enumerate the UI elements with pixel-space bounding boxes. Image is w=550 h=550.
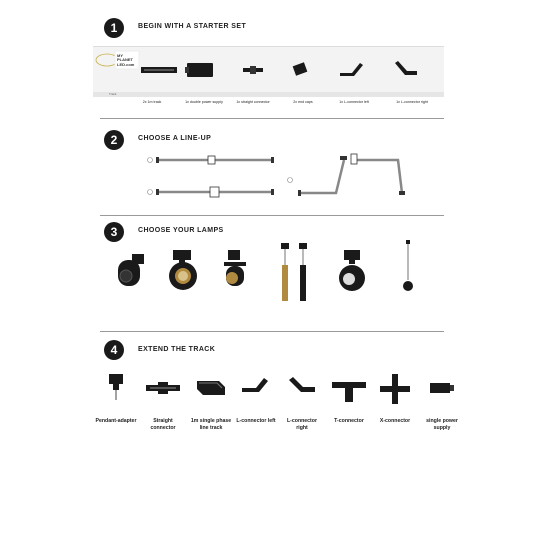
- extend-item-label: T-connector: [334, 418, 364, 424]
- starter-item-label: 1x double power supply: [185, 100, 223, 104]
- section-divider: [100, 331, 444, 332]
- l-connector-right-image: [393, 59, 419, 79]
- l-connector-right-icon: [287, 374, 317, 396]
- starter-item-label: 1x L-connector right: [396, 100, 428, 104]
- step-4-title: EXTEND THE TRACK: [138, 346, 216, 353]
- step-2-number: 2: [104, 130, 124, 150]
- pendant-small-globe-image: [400, 240, 416, 292]
- starter-item-label: 2x end caps: [293, 100, 313, 104]
- end-caps-image: [291, 61, 311, 79]
- spotlight-gold-ring-image: [165, 248, 201, 294]
- track-image: [141, 65, 177, 75]
- line-up-diagrams: [140, 148, 460, 208]
- starter-banner-strip: Track: [93, 92, 444, 97]
- step-1-number: 1: [104, 18, 124, 38]
- straight-connector-image: [243, 65, 263, 75]
- extend-item-label: X-connector: [379, 418, 411, 424]
- spotlight-cylinder-image: [112, 250, 152, 290]
- extend-item-label: single power supply: [426, 418, 458, 431]
- t-connector-icon: [332, 376, 366, 402]
- starter-set-banner: [93, 46, 444, 93]
- brand-logo-text: MY PLANET LED.com: [117, 53, 135, 67]
- spotlight-globe-image: [332, 248, 372, 294]
- section-divider: [100, 118, 444, 119]
- straight-connector-icon: [146, 380, 180, 396]
- starter-item-label: 1x L-connector left: [339, 100, 369, 104]
- extend-item-label: Pendant-adapter: [95, 418, 137, 424]
- step-3-title: CHOOSE YOUR LAMPS: [138, 227, 224, 234]
- l-connector-left-image: [338, 59, 364, 79]
- double-power-supply-image: [185, 61, 215, 79]
- section-divider: [100, 215, 444, 216]
- x-connector-icon: [380, 374, 410, 404]
- pendant-adapter-icon: [105, 372, 127, 402]
- starter-item-label: 2x 1m track: [142, 100, 162, 104]
- starter-item-label: 1x straight connector: [236, 100, 270, 104]
- pendant-black-image: [296, 243, 310, 303]
- extend-item-label: 1m single phase line track: [190, 418, 232, 431]
- step-4-number: 4: [104, 340, 124, 360]
- power-supply-icon: [428, 380, 456, 396]
- step-3-number: 3: [104, 222, 124, 242]
- pendant-gold-image: [278, 243, 292, 303]
- extend-item-label: L-connector right: [287, 418, 317, 431]
- extend-item-label: Straight connector: [150, 418, 176, 431]
- step-1-title: BEGIN WITH A STARTER SET: [138, 23, 247, 30]
- spotlight-swivel-image: [220, 248, 250, 292]
- extend-item-label: L-connector left: [236, 418, 276, 424]
- track-icon: [195, 375, 227, 399]
- step-2-title: CHOOSE A LINE-UP: [138, 135, 212, 142]
- l-connector-left-icon: [240, 374, 270, 396]
